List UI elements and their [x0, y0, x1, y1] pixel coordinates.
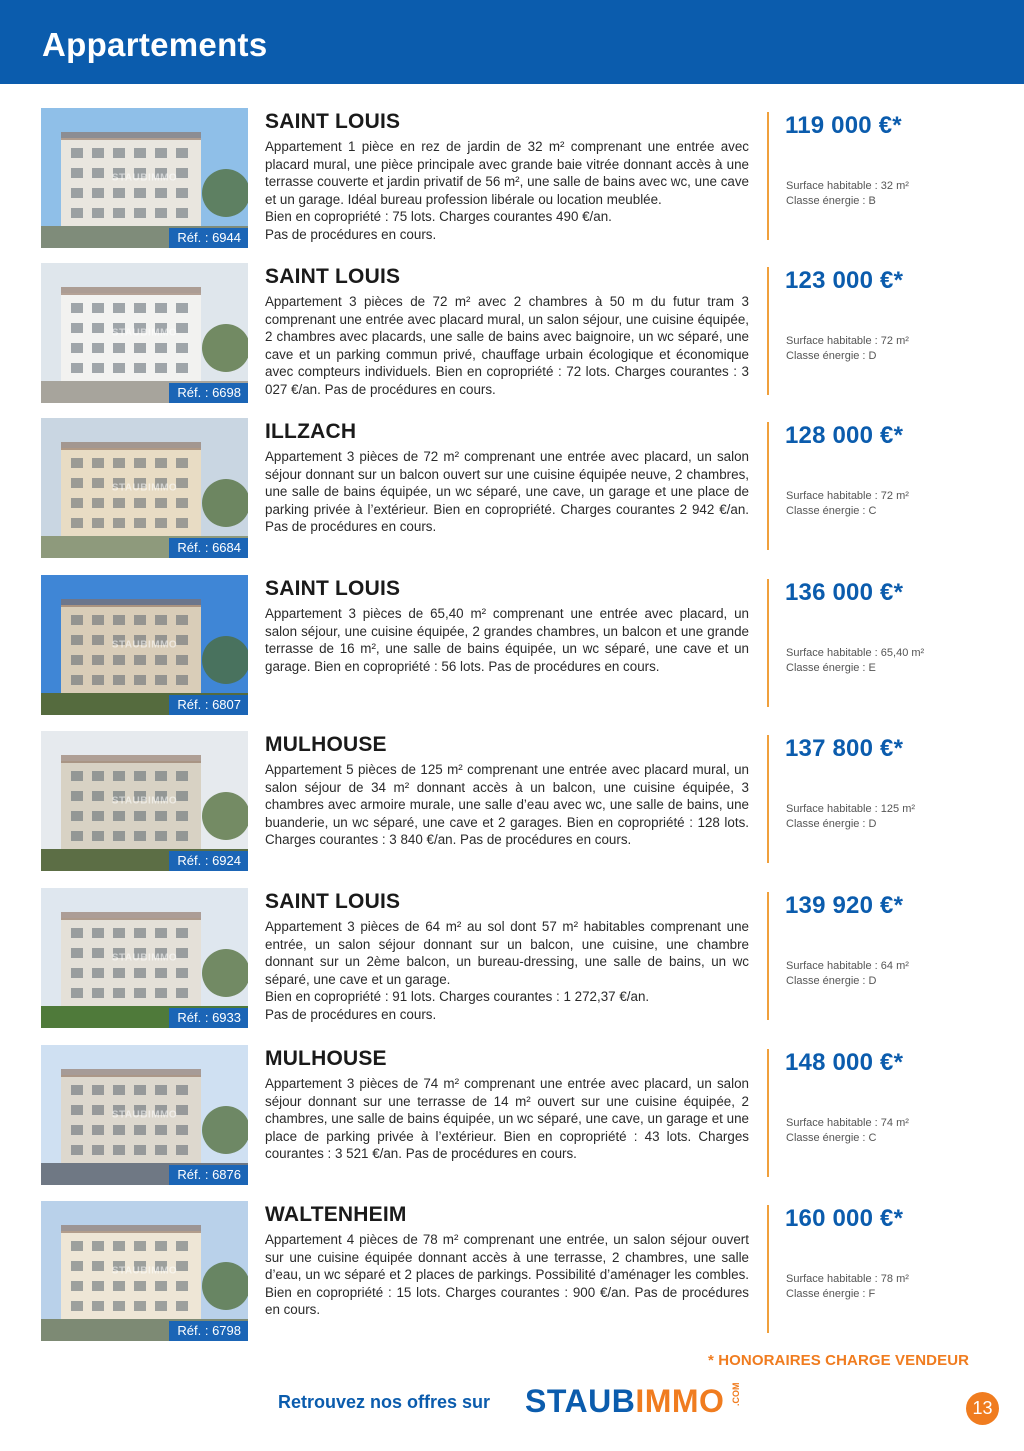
- living-surface: Surface habitable : 65,40 m²: [786, 647, 925, 659]
- energy-class: Classe énergie : D: [786, 818, 877, 830]
- listing-card[interactable]: [0, 575, 1024, 715]
- property-photo[interactable]: [41, 108, 248, 248]
- listing-price: 136 000 €*: [785, 579, 904, 606]
- listing-description: [265, 293, 749, 398]
- listing-summary: [767, 735, 1007, 863]
- listing-summary: [767, 892, 1007, 1020]
- listing-summary: [767, 1049, 1007, 1177]
- listing-summary: [767, 1205, 1007, 1333]
- description-paragraph: Appartement 3 pièces de 72 m² avec 2 chambres à 50 m du futur tram 3 comprenant une entrée avec placard mural, un salon séjour, une cuisine équipée, 2 chambres avec placards, une salle de bains avec baignoire, un wc séparé, une cave et un parking commun privé, chauffage urbain écologique et économique avec compteurs individuels. Bien en copropriété : 72 lots. Charges courantes : 3 027 €/an. Pas de procédures en cours.: [265, 294, 749, 397]
- listing-description: [265, 605, 749, 675]
- property-photo[interactable]: [41, 731, 248, 871]
- reference-badge: Réf. : 6798: [169, 1321, 248, 1341]
- description-paragraph: Pas de procédures en cours.: [265, 226, 437, 242]
- listing-city: WALTENHEIM: [265, 1203, 407, 1226]
- listing-price: 139 920 €*: [785, 892, 904, 919]
- reference-badge: Réf. : 6933: [169, 1008, 248, 1028]
- living-surface: Surface habitable : 74 m²: [786, 1117, 909, 1129]
- energy-class: Classe énergie : E: [786, 662, 876, 674]
- listing-summary: [767, 579, 1007, 707]
- description-paragraph: Appartement 5 pièces de 125 m² comprenant une entrée avec placard mural, un salon séjour de 34 m² donnant accès à un balcon, une cuisine équipée, 3 chambres avec armoire murale, une salle d’eau avec wc, une salle de bains, une buanderie, un wc séparé, une cave et 2 garages. Bien en copropriété : 128 lots. Charges courantes : 3 840 €/an. Pas de procédures en cours.: [265, 762, 749, 847]
- listing-price: 128 000 €*: [785, 422, 904, 449]
- description-paragraph: Appartement 3 pièces de 72 m² comprenant une entrée avec placard, un salon séjour donnant sur un balcon ouvert sur une cuisine équipée neuve, 2 chambres, une salle de bains équipée, un wc séparé, une cave, un garage et une place de parking privée à l’extérieur. Bien en copropriété. Charges courantes 2 942 €/an. Pas de procédures en cours.: [265, 449, 749, 534]
- energy-class: Classe énergie : B: [786, 195, 876, 207]
- description-paragraph: Bien en copropriété : 91 lots. Charges courantes : 1 272,37 €/an.: [265, 989, 650, 1004]
- listing-price: 148 000 €*: [785, 1049, 904, 1076]
- property-photo[interactable]: [41, 418, 248, 558]
- brand-main: STAUB: [525, 1383, 636, 1419]
- living-surface: Surface habitable : 72 m²: [786, 335, 909, 347]
- listing-card[interactable]: [0, 1045, 1024, 1185]
- listing-price: 160 000 €*: [785, 1205, 904, 1232]
- description-paragraph: Pas de procédures en cours.: [265, 1006, 437, 1022]
- living-surface: Surface habitable : 78 m²: [786, 1273, 909, 1285]
- brand-domain: .COM: [731, 1382, 741, 1406]
- listing-card[interactable]: [0, 108, 1024, 248]
- description-paragraph: Appartement 3 pièces de 64 m² au sol dont 57 m² habitables comprenant une entrée, un salon séjour donnant sur un balcon, une cuisine, une chambre donnant sur un 2ème balcon, un bureau-dressing, une salle de bains, un wc séparé, une cave et un garage.: [265, 919, 749, 987]
- listing-card[interactable]: [0, 888, 1024, 1028]
- description-paragraph: Appartement 4 pièces de 78 m² comprenant une entrée, un salon séjour ouvert sur une cuisine équipée donnant accès à une terrasse, 2 chambres, une salle d’eau, un wc séparé et 2 places de parkings. Possibilité d’aménager les combles. Bien en copropriété : 15 lots. Charges courantes : 900 €/an. Pas de procédures en cours.: [265, 1232, 749, 1317]
- energy-class: Classe énergie : C: [786, 505, 877, 517]
- listing-price: 123 000 €*: [785, 267, 904, 294]
- listing-description: [265, 918, 749, 1023]
- listing-city: SAINT LOUIS: [265, 577, 401, 600]
- description-paragraph: Appartement 3 pièces de 65,40 m² comprenant une entrée avec placard, un salon séjour, une cuisine équipée, 2 grandes chambres, un balcon et une grande terrasse de 16 m², une salle de bains équipée, un wc séparé, une cave et un garage. Bien en copropriété : 56 lots. Pas de procédures en cours.: [265, 606, 749, 674]
- listing-city: SAINT LOUIS: [265, 110, 401, 133]
- reference-badge: Réf. : 6807: [169, 695, 248, 715]
- listing-city: SAINT LOUIS: [265, 890, 401, 913]
- listing-card[interactable]: [0, 731, 1024, 871]
- listing-city: MULHOUSE: [265, 1047, 387, 1070]
- page-header: [0, 0, 1024, 84]
- listing-description: [265, 138, 749, 243]
- reference-badge: Réf. : 6684: [169, 538, 248, 558]
- photo-watermark: STAUBIMMO: [111, 795, 178, 807]
- listing-card[interactable]: [0, 1201, 1024, 1341]
- listing-description: [265, 1231, 749, 1319]
- brand-logo[interactable]: [525, 1383, 724, 1420]
- photo-watermark: STAUBIMMO: [111, 482, 178, 494]
- listing-description: [265, 448, 749, 536]
- page-number-badge: 13: [966, 1392, 999, 1425]
- energy-class: Classe énergie : D: [786, 975, 877, 987]
- property-photo[interactable]: [41, 888, 248, 1028]
- photo-watermark: STAUBIMMO: [111, 172, 178, 184]
- listing-city: ILLZACH: [265, 420, 357, 443]
- living-surface: Surface habitable : 72 m²: [786, 490, 909, 502]
- photo-watermark: STAUBIMMO: [111, 639, 178, 651]
- living-surface: Surface habitable : 64 m²: [786, 960, 909, 972]
- listing-description: [265, 761, 749, 849]
- listing-summary: [767, 267, 1007, 395]
- property-photo[interactable]: [41, 575, 248, 715]
- listing-city: MULHOUSE: [265, 733, 387, 756]
- photo-watermark: STAUBIMMO: [111, 327, 178, 339]
- description-paragraph: Bien en copropriété : 75 lots. Charges courantes 490 €/an.: [265, 209, 612, 224]
- description-paragraph: Appartement 3 pièces de 74 m² comprenant une entrée avec placard, un salon séjour donnant sur une terrasse de 14 m² ouvert sur une cuisine équipée, 2 chambres, une salle de bains équipée, un wc séparé, une cave, un garage et une place de parking privée à l’extérieur. Bien en copropriété : 43 lots. Charges courantes : 3 521 €/an. Pas de procédures en cours.: [265, 1076, 749, 1161]
- listing-summary: [767, 112, 1007, 240]
- page-title: Appartements: [42, 26, 268, 63]
- property-photo[interactable]: [41, 263, 248, 403]
- listing-card[interactable]: [0, 263, 1024, 403]
- property-photo[interactable]: [41, 1045, 248, 1185]
- fees-note: * HONORAIRES CHARGE VENDEUR: [708, 1352, 970, 1369]
- listing-card[interactable]: [0, 418, 1024, 558]
- energy-class: Classe énergie : D: [786, 350, 877, 362]
- listing-summary: [767, 422, 1007, 550]
- brand-accent: IMMO: [635, 1383, 725, 1419]
- photo-watermark: STAUBIMMO: [111, 1109, 178, 1121]
- listing-city: SAINT LOUIS: [265, 265, 401, 288]
- description-paragraph: Appartement 1 pièce en rez de jardin de 32 m² comprenant une entrée avec placard mural, une pièce principale avec grande baie vitrée donnant accès à une terrasse couverte et jardin privatif de 56 m², une salle de bains avec wc, une cave et un garage. Idéal bureau profession libérale ou location meublée.: [265, 139, 749, 207]
- listing-price: 137 800 €*: [785, 735, 904, 762]
- energy-class: Classe énergie : C: [786, 1132, 877, 1144]
- photo-watermark: STAUBIMMO: [111, 1265, 178, 1277]
- footer-cta: Retrouvez nos offres sur: [278, 1392, 491, 1412]
- property-photo[interactable]: [41, 1201, 248, 1341]
- living-surface: Surface habitable : 32 m²: [786, 180, 909, 192]
- living-surface: Surface habitable : 125 m²: [786, 803, 916, 815]
- listing-price: 119 000 €*: [785, 112, 902, 139]
- reference-badge: Réf. : 6698: [169, 383, 248, 403]
- reference-badge: Réf. : 6944: [169, 228, 248, 248]
- reference-badge: Réf. : 6876: [169, 1165, 248, 1185]
- reference-badge: Réf. : 6924: [169, 851, 248, 871]
- listing-description: [265, 1075, 749, 1163]
- energy-class: Classe énergie : F: [786, 1288, 876, 1300]
- photo-watermark: STAUBIMMO: [111, 952, 178, 964]
